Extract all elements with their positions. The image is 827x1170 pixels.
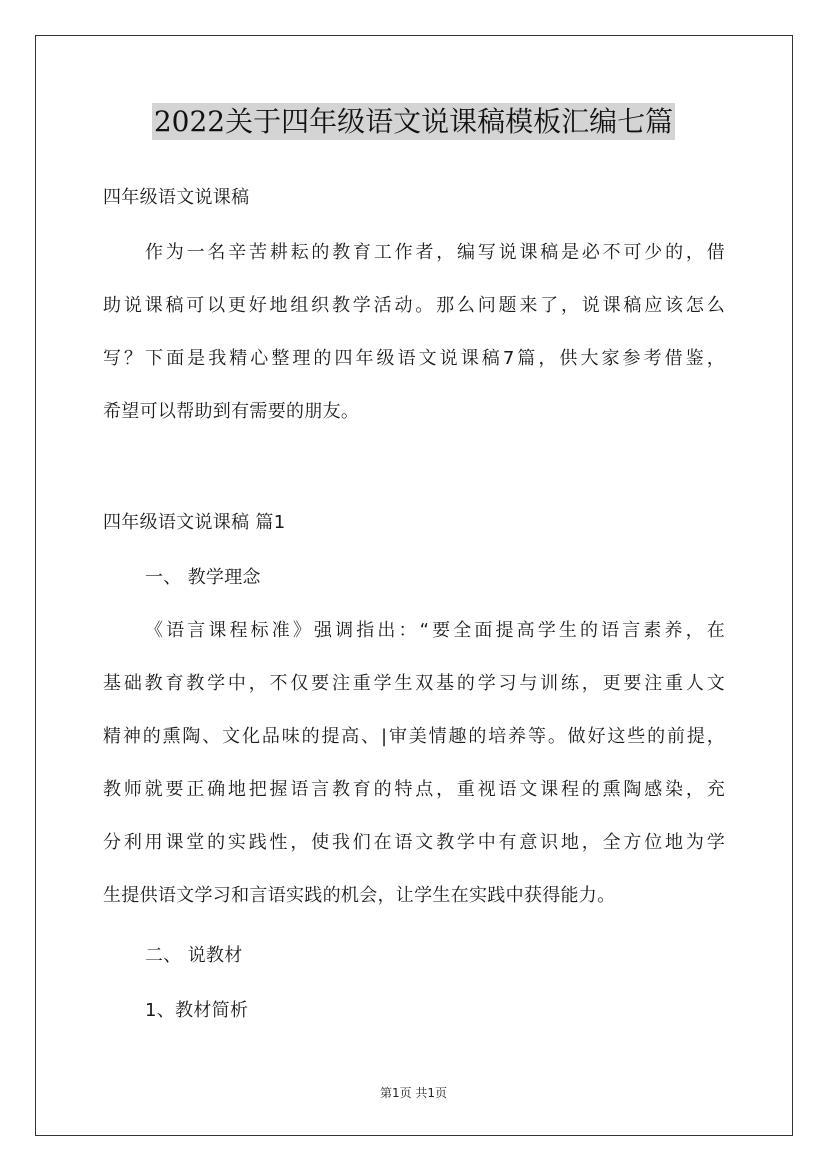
paragraph-line: 写？下面是我精心整理的四年级语文说课稿7篇，供大家参考借鉴， bbox=[103, 348, 725, 369]
paragraph-line: 助说课稿可以更好地组织教学活动。那么问题来了，说课稿应该怎么 bbox=[103, 295, 725, 316]
subsection-heading: 一、 教学理念 bbox=[145, 567, 261, 588]
page-footer: 第1页 共1页 bbox=[379, 1086, 448, 1100]
paragraph-line: 《语言课程标准》强调指出：“要全面提高学生的语言素养，在 bbox=[145, 620, 725, 641]
paragraph-line: 生提供语文学习和言语实践的机会，让学生在实践中获得能力。 bbox=[103, 885, 616, 906]
paragraph-line: 作为一名辛苦耕耘的教育工作者，编写说课稿是必不可少的，借 bbox=[145, 242, 725, 263]
subsection-heading: 1、教材简析 bbox=[145, 1000, 249, 1021]
section-heading: 四年级语文说课稿 bbox=[103, 187, 250, 208]
paragraph-line: 基础教育教学中，不仅要注重学生双基的学习与训练，更要注重人文 bbox=[103, 673, 725, 694]
paragraph-line: 教师就要正确地把握语言教育的特点，重视语文课程的熏陶感染，充 bbox=[103, 779, 725, 800]
subsection-heading: 二、 说教材 bbox=[145, 945, 243, 966]
paragraph-line: 精神的熏陶、文化品味的提高、|审美情趣的培养等。做好这些的前提， bbox=[103, 726, 725, 747]
document-title bbox=[0, 100, 827, 140]
section-heading: 四年级语文说课稿 篇1 bbox=[103, 512, 286, 533]
paragraph-line: 希望可以帮助到有需要的朋友。 bbox=[103, 401, 360, 422]
document-title-text: 2022关于四年级语文说课稿模板汇编七篇 bbox=[153, 105, 674, 138]
paragraph-line: 分利用课堂的实践性，使我们在语文教学中有意识地，全方位地为学 bbox=[103, 832, 725, 853]
